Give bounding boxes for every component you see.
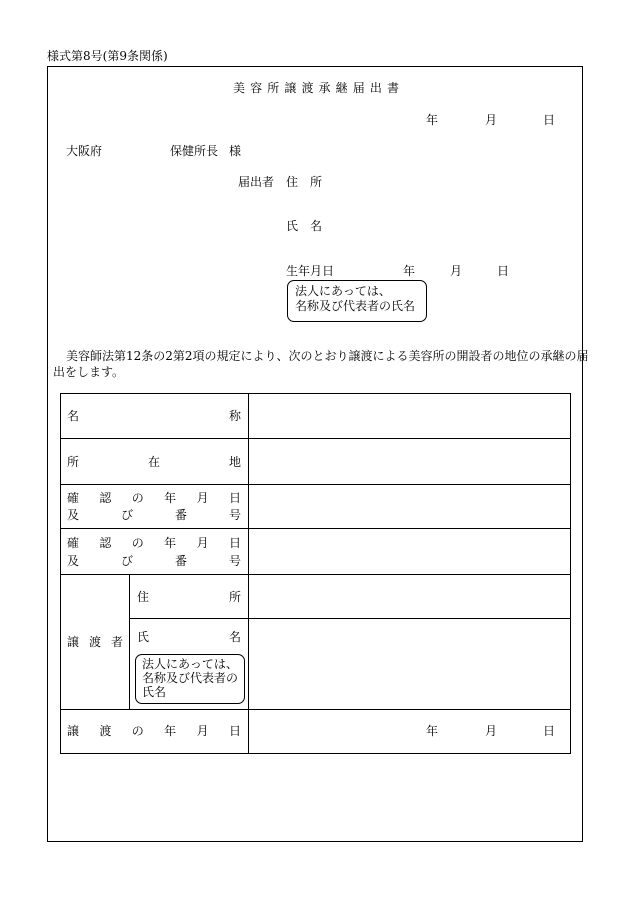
filing-year-label: 年 [426, 113, 439, 127]
table-label-transferor-address: 住 所 [137, 590, 241, 604]
birth-day-label: 日 [497, 264, 510, 278]
table-label-confirmation-2-line-2: 及 び 番 号 [67, 554, 241, 568]
title-char: 美 [233, 81, 246, 95]
table-label-confirmation-1-line-1: 確 認 の 年 月 日 [67, 491, 241, 505]
addressee-honorific: 様 [229, 144, 242, 158]
row-divider [60, 574, 571, 575]
row-divider [60, 709, 571, 710]
transfer-year-label: 年 [426, 724, 439, 738]
title-char: 容 [250, 81, 263, 95]
row-divider [60, 484, 571, 485]
addressee-health-center: 保健所長 [170, 144, 219, 158]
form-number: 様式第8号(第9条関係) [47, 49, 168, 63]
title-char: 出 [369, 81, 382, 95]
addressee-prefecture: 大阪府 [66, 144, 103, 158]
title-char: 書 [386, 81, 399, 95]
transfer-month-label: 月 [485, 724, 498, 738]
filing-month-label: 月 [485, 113, 498, 127]
title-char: 承 [318, 81, 331, 95]
table-label-confirmation-2-line-1: 確 認 の 年 月 日 [67, 536, 241, 550]
form-title [233, 82, 399, 94]
row-divider [129, 618, 571, 619]
statement-line-1: 美容師法第12条の2第2項の規定により、次のとおり譲渡による美容所の開設者の地位の承継の届 [66, 349, 589, 363]
table-label-transfer-date: 譲 渡 の 年 月 日 [67, 724, 241, 738]
table-label-transferor-name: 氏 名 [137, 630, 241, 644]
title-char: 届 [352, 81, 365, 95]
applicant-birthdate-label: 生年月日 [286, 264, 335, 278]
title-char: 渡 [301, 81, 314, 95]
applicant-corporate-note: 法人にあっては、 名称及び代表者の氏名 [287, 280, 427, 322]
table-label-transferor: 譲 渡 者 [67, 635, 123, 649]
birth-month-label: 月 [450, 264, 463, 278]
applicant-name-label: 氏 名 [286, 219, 322, 233]
transferor-subcolumn-divider [129, 574, 130, 709]
title-char: 譲 [284, 81, 297, 95]
row-divider [60, 528, 571, 529]
filing-day-label: 日 [543, 113, 556, 127]
title-char: 所 [267, 81, 280, 95]
statement-line-2: 出をします。 [53, 365, 125, 379]
applicant-address-label: 住 所 [286, 175, 322, 189]
table-label-location: 所 在 地 [67, 455, 241, 469]
transfer-day-label: 日 [543, 724, 556, 738]
transferor-corporate-note: 法人にあっては、 名称及び代表者の 氏名 [135, 654, 245, 704]
birth-year-label: 年 [403, 264, 416, 278]
table-label-name: 名 称 [67, 409, 241, 423]
title-char: 継 [335, 81, 348, 95]
table-label-confirmation-1-line-2: 及 び 番 号 [67, 508, 241, 522]
row-divider [60, 438, 571, 439]
applicant-label: 届出者 [238, 175, 275, 189]
